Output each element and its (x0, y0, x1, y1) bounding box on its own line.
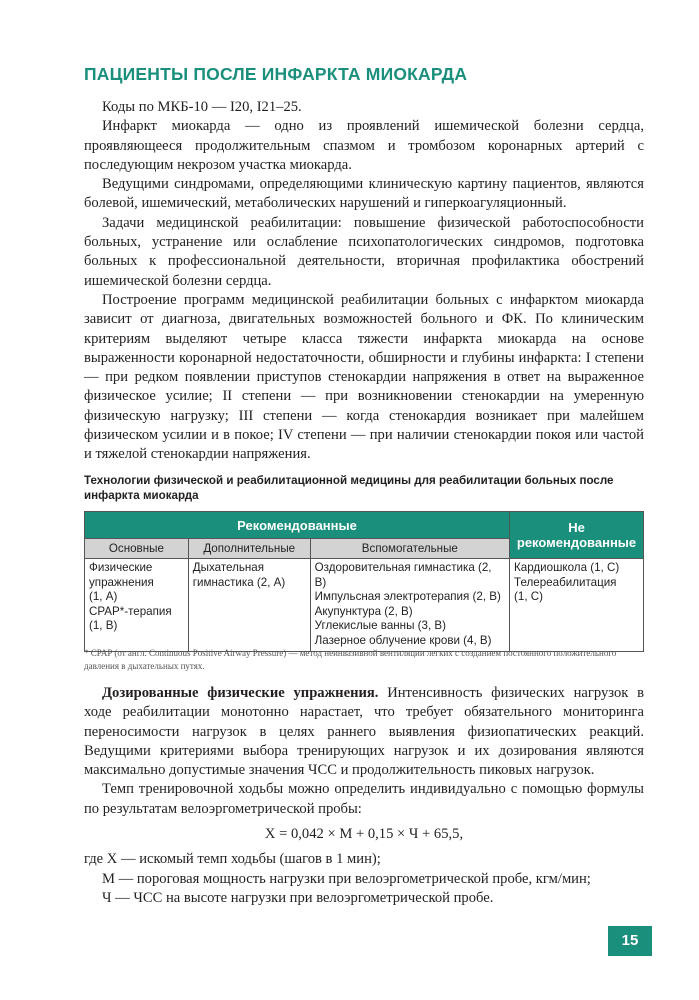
formula-where: где X — искомый темп ходьбы (шагов в 1 мин); (84, 851, 381, 868)
cell-line: Кардиошкола (1, С) (514, 561, 620, 574)
cell-line: Акупунктура (2, В) (314, 604, 413, 618)
paragraph-syndromes: Ведущими синдромами, определяющими клиническую картину пациентов, являются болевой, ишемический, метаболических нарушений и гиперкоагуляционный. (84, 176, 644, 212)
rehab-table (84, 511, 644, 652)
exercise-section (84, 684, 644, 908)
paragraph-tasks: Задачи медицинской реабилитации: повышение физической работоспособности больных, устранение или ослабление психопатологических синдромов, подготовка больных к профессиональной деятельности, вторичная профилактика обострений ишемической болезни сердца. (84, 214, 644, 289)
cell-line: Дыхательная (192, 561, 265, 574)
col-auxiliary: Вспомогательные (310, 539, 509, 559)
cell-auxiliary (310, 559, 509, 652)
page-number: 15 (608, 926, 652, 956)
exercise-heading: Дозированные физические упражнения. (102, 685, 379, 701)
col-additional: Дополнительные (188, 539, 310, 559)
walking-formula: X = 0,042 × М + 0,15 × Ч + 65,5, (264, 826, 464, 843)
cell-additional (188, 559, 310, 652)
col-basic: Основные (85, 539, 189, 559)
intro-text (84, 98, 644, 465)
paragraph-definition: Инфаркт миокарда — одно из проявлений ишемической болезни сердца, проявляющееся продолжительным спазмом и тромбозом коронарных артерий с последующим некрозом участка миокарда. (84, 118, 644, 173)
cell-line: гимнастика (2, А) (192, 575, 286, 589)
table-caption: Технологии физической и реабилитационной медицины для реабилитации больных после инфаркта миокарда (84, 474, 614, 502)
cell-basic (85, 559, 189, 652)
page-title: ПАЦИЕНТЫ ПОСЛЕ ИНФАРКТА МИОКАРДА (84, 64, 468, 84)
paragraph-walking: Темп тренировочной ходьбы можно определить индивидуально с помощью формулы по результатам велоэргометрической пробы: (84, 781, 644, 817)
cell-line: Углекислые ванны (3, В) (314, 619, 446, 633)
footnote: * CPAP (от англ. Continuous Positive Airway Pressure) — метод неинвазивной вентиляции легких с созданием постоянного положительного давления в дыхательных путях. (84, 648, 617, 671)
paragraph-codes: Коды по МКБ-10 — I20, I21–25. (102, 99, 302, 115)
cell-line: Импульсная электротерапия (2, В) (314, 590, 501, 604)
header-recommended: Рекомендованные (85, 512, 510, 539)
paragraph-exercise (84, 684, 644, 780)
cell-line: Физические (89, 561, 153, 574)
cell-line: Оздоровительная гимнастика (2, В) (314, 561, 492, 589)
cell-line: упражнения (89, 575, 154, 589)
cell-line: (1, А) (89, 590, 118, 604)
cell-line: Телереабилитация (514, 575, 617, 589)
cell-not-recommended (510, 559, 644, 652)
cell-line: (1, В) (89, 619, 118, 633)
cell-line: (1, С) (514, 590, 544, 604)
cell-line: Лазерное облучение крови (4, В) (314, 633, 492, 647)
formula-ch-definition: Ч — ЧСС на высоте нагрузки при велоэргометрической пробе. (102, 889, 494, 906)
formula-m-definition: М — пороговая мощность нагрузки при велоэргометрической пробе, кгм/мин; (102, 870, 591, 887)
paragraph-programs: Построение программ медицинской реабилитации больных с инфарктом миокарда зависит от диагноза, двигательных возможностей больного и ФК. По клиническим критериям выделяют четыре класса тяжести инфаркта миокарда на основе выраженности коронарной недостаточности, обширности и глубины инфаркта: I степени — при редком появлении приступов стенокардии напряжения в ответ на выраженное физическое усилие; II степени — при возникновении стенокардии на умеренную физическую нагрузку; III степени — когда стенокардия возникает при малейшем физическом усилии и в покое; IV степени — при наличии стенокардии покоя или частой и тяжелой стенокардии напряжения. (84, 291, 644, 463)
exercise-text: Интенсивность физических нагрузок в ходе реабилитации монотонно нарастает, что требует обязательного мониторинга переносимости нагрузок в целях раннего выявления физиопатических реакций. Ведущими критериями выбора тренирующих нагрузок и их дозирования являются максимально допустимые значения ЧСС и продолжительность пиковых нагрузок. (84, 685, 644, 779)
header-not-recommended: Не рекомендованные (510, 512, 644, 559)
cell-line: CPAP*-терапия (89, 604, 172, 618)
